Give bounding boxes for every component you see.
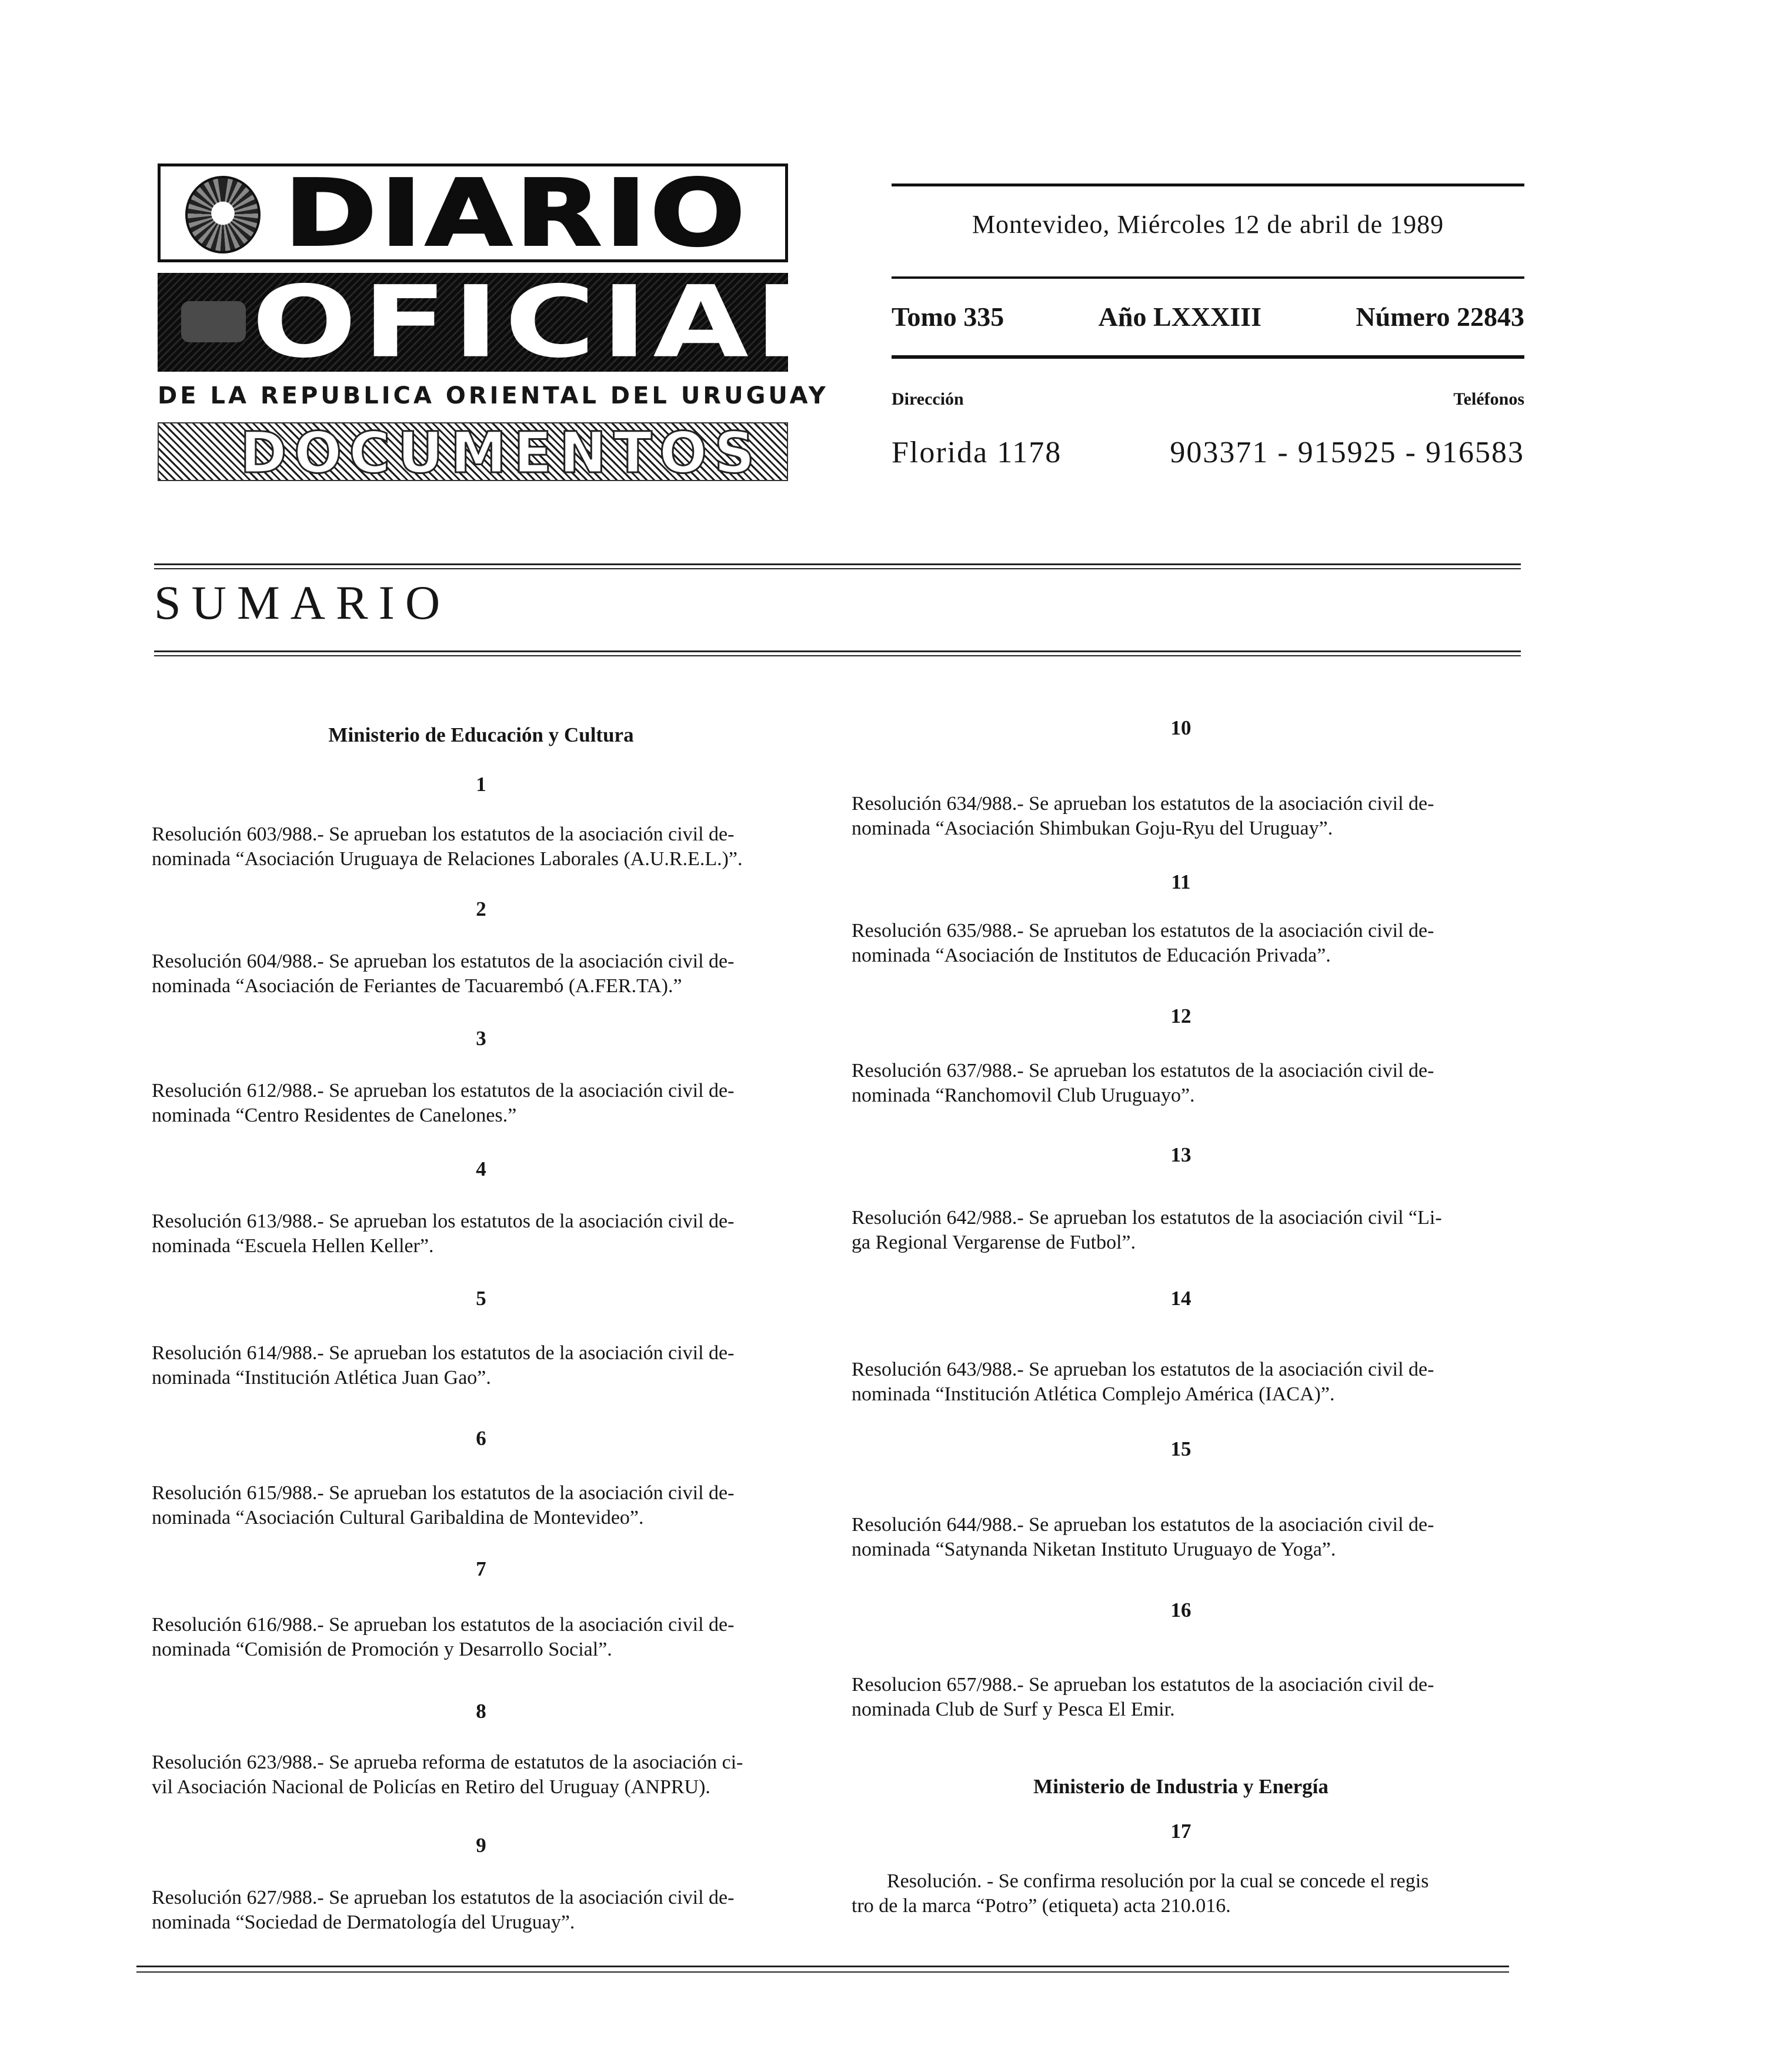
entry-number: 17: [1170, 1820, 1191, 1843]
entry-text: [152, 822, 810, 872]
entry-line-2: nominada “Ranchomovil Club Uruguayo”.: [852, 1085, 1195, 1106]
entry-text: [852, 1357, 1510, 1407]
entry-number: 9: [476, 1834, 486, 1857]
oficial-banner: [158, 264, 839, 380]
anio: Año LXXXIII: [1098, 302, 1261, 332]
issue-date: Montevideo, Miércoles 12 de abril de 1989: [972, 210, 1444, 239]
entry-number: 10: [1170, 716, 1191, 739]
diario-banner: [158, 159, 788, 267]
entry-text: [152, 949, 810, 999]
entry-line-2: nominada “Escuela Hellen Keller”.: [152, 1235, 434, 1257]
entry-number: 3: [476, 1027, 486, 1050]
entry-line-1: Resolución 615/988.- Se aprueban los estatutos de la asociación civil de-: [152, 1482, 735, 1504]
entry-number: 6: [476, 1427, 486, 1450]
sumario-rule-top: [154, 563, 1521, 565]
entry-line-2: nominada “Centro Residentes de Canelones.”: [152, 1105, 517, 1126]
entry-text: [852, 919, 1510, 968]
entry-line-1: Resolucion 657/988.- Se aprueban los estatutos de la asociación civil de-: [852, 1674, 1434, 1696]
entry-number: 7: [476, 1557, 486, 1580]
entry-text: [852, 1513, 1510, 1562]
entry-line-2: nominada “Asociación Cultural Garibaldina de Montevideo”.: [152, 1507, 644, 1529]
issue-numbers: [892, 301, 1524, 332]
entry-line-1: Resolución 637/988.- Se aprueban los estatutos de la asociación civil de-: [852, 1060, 1434, 1082]
entry-line-1: Resolución 613/988.- Se aprueban los estatutos de la asociación civil de-: [152, 1210, 735, 1232]
entry-line-1: Resolución 616/988.- Se aprueban los estatutos de la asociación civil de-: [152, 1614, 735, 1636]
masthead-subtitle: DE LA REPUBLICA ORIENTAL DEL URUGUAY: [158, 382, 829, 409]
footer-rule: [136, 1966, 1509, 1967]
entry-text: [152, 1341, 810, 1390]
info-rule-top: [892, 183, 1524, 186]
footer-rule-2: [136, 1971, 1509, 1973]
entry-text: [152, 1481, 810, 1530]
masthead: [158, 159, 839, 486]
tomo: Tomo 335: [892, 302, 1004, 332]
entry-line-1: Resolución 642/988.- Se aprueban los estatutos de la asociación civil “Li-: [852, 1207, 1442, 1229]
entry-number: 1: [476, 773, 486, 796]
entry-number: 11: [1171, 870, 1191, 893]
entry-line-1: Resolución 614/988.- Se aprueban los estatutos de la asociación civil de-: [152, 1342, 735, 1364]
entry-line-2: nominada Club de Surf y Pesca El Emir.: [852, 1699, 1175, 1720]
entry-number: 4: [476, 1157, 486, 1180]
entry-line-2: tro de la marca “Potro” (etiqueta) acta 210.016.: [852, 1895, 1231, 1917]
entry-number: 13: [1170, 1143, 1191, 1166]
entry-line-1: Resolución 612/988.- Se aprueban los estatutos de la asociación civil de-: [152, 1080, 735, 1102]
ministry-heading-2: Ministerio de Industria y Energía: [1033, 1775, 1329, 1798]
title-oficial: OFICIAL: [252, 264, 839, 380]
entry-line-2: nominada “Comisión de Promoción y Desarrollo Social”.: [152, 1639, 612, 1660]
entry-line-2: nominada “Asociación de Institutos de Educación Privada”.: [852, 945, 1331, 966]
right-column: [852, 716, 1510, 1963]
entry-line-1: Resolución 623/988.- Se aprueba reforma de estatutos de la asociación ci-: [152, 1751, 743, 1773]
entry-number: 5: [476, 1287, 486, 1310]
entry-line-2: nominada “Sociedad de Dermatología del Uruguay”.: [152, 1911, 575, 1933]
entry-number: 8: [476, 1700, 486, 1723]
left-column: [152, 723, 810, 1947]
info-rule-mid: [892, 276, 1524, 279]
entry-line-1: Resolución 604/988.- Se aprueban los estatutos de la asociación civil de-: [152, 950, 735, 972]
entry-line-1: Resolución 635/988.- Se aprueban los estatutos de la asociación civil de-: [852, 920, 1434, 942]
sumario-rule-bottom: [154, 650, 1521, 652]
entry-line-2: nominada “Asociación Uruguaya de Relaciones Laborales (A.U.R.E.L.)”.: [152, 848, 743, 870]
entry-text: [152, 1209, 810, 1259]
entry-line-1: Resolución 603/988.- Se aprueban los estatutos de la asociación civil de-: [152, 823, 735, 845]
entry-text: [152, 1079, 810, 1128]
entry-text: [152, 1750, 810, 1800]
documentos-band: [158, 420, 788, 486]
entry-line-1: Resolución 634/988.- Se aprueban los estatutos de la asociación civil de-: [852, 793, 1434, 815]
direccion-label: Dirección: [892, 389, 964, 409]
entry-number: 14: [1170, 1287, 1191, 1310]
entry-text: [152, 1613, 810, 1662]
sumario-title: SUMARIO: [154, 576, 451, 629]
entry-text: [152, 1886, 810, 1935]
entry-line-1: Resolución 644/988.- Se aprueban los estatutos de la asociación civil de-: [852, 1514, 1434, 1536]
contact-values: [892, 435, 1524, 470]
contact-labels: [892, 389, 1524, 409]
entry-line-2: nominada “Institución Atlética Complejo América (IACA)”.: [852, 1383, 1335, 1405]
info-rule-bottom: [892, 355, 1524, 359]
telefonos-label: Teléfonos: [1453, 389, 1524, 409]
telefonos-value: 903371 - 915925 - 916583: [1170, 436, 1524, 469]
entry-text: [852, 792, 1510, 841]
entry-line-2: nominada “Institución Atlética Juan Gao”.: [152, 1367, 491, 1389]
direccion-value: Florida 1178: [892, 436, 1062, 469]
banner-ornament-icon: [181, 301, 246, 342]
entry-line-2: ga Regional Vergarense de Futbol”.: [852, 1232, 1136, 1253]
entry-number: 16: [1170, 1599, 1191, 1621]
entry-line-2: nominada “Asociación de Feriantes de Tacuarembó (A.FER.TA).”: [152, 975, 682, 997]
entry-text: [852, 1059, 1510, 1108]
entry-line-2: nominada “Asociación Shimbukan Goju-Ryu del Uruguay”.: [852, 818, 1333, 839]
entry-text: [852, 1206, 1510, 1255]
numero: Número 22843: [1356, 302, 1524, 332]
sumario-rule-top-2: [154, 568, 1521, 569]
documentos-label: DOCUMENTOS: [240, 420, 762, 486]
entry-text: [852, 1673, 1510, 1722]
entry-number: 15: [1170, 1437, 1191, 1460]
issue-info: [892, 176, 1524, 482]
entry-line-1: Resolución. - Se confirma resolución por la cual se concede el regis: [887, 1870, 1429, 1892]
coat-of-arms-icon: [185, 176, 261, 253]
entry-number: 2: [476, 897, 486, 920]
entry-line-2: nominada “Satynanda Niketan Instituto Uruguayo de Yoga”.: [852, 1539, 1336, 1560]
entry-number: 12: [1170, 1005, 1191, 1027]
entry-line-2: vil Asociación Nacional de Policías en Retiro del Uruguay (ANPRU).: [152, 1776, 710, 1798]
entry-text: [852, 1869, 1510, 1918]
sumario-rule-bottom-2: [154, 655, 1521, 656]
ministry-heading: Ministerio de Educación y Cultura: [328, 723, 634, 746]
title-diario: DIARIO: [284, 159, 749, 267]
entry-line-1: Resolución 643/988.- Se aprueban los estatutos de la asociación civil de-: [852, 1359, 1434, 1380]
entry-line-1: Resolución 627/988.- Se aprueban los estatutos de la asociación civil de-: [152, 1887, 735, 1908]
